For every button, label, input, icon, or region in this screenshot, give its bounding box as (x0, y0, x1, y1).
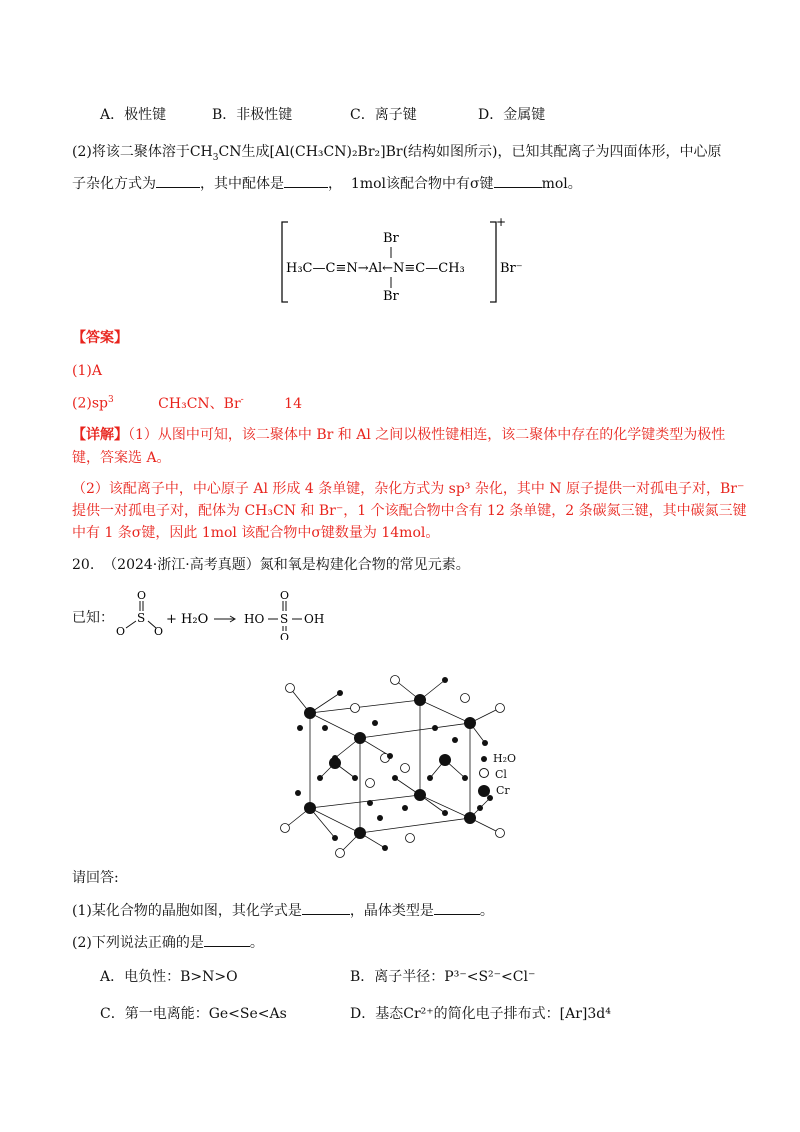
solvent-formula: CH (189, 144, 213, 160)
q2-end: 。 (249, 935, 264, 951)
charge-label: + (496, 215, 507, 229)
option-b-label: B．离子半径： (350, 969, 445, 985)
legend-cl-label: Cl (495, 768, 507, 781)
q20-text: 氮和氧是构建化合物的常见元素。 (259, 557, 470, 573)
option-c: C．离子键 (350, 107, 417, 123)
bottom-br-label: Br (383, 289, 399, 304)
option-d-ion: Cr²⁺ (403, 1006, 434, 1022)
answer-heading: 【答案】 (72, 330, 128, 346)
option-d: D．金属键 (478, 107, 546, 123)
answer-1: (1)A (72, 363, 102, 379)
explain-p1-text: （1）从图中可知，该二聚体中 Br 和 Al 之间以极性键相连，该二聚体中存在的化学键类型为极性 (128, 427, 726, 443)
legend-h2o-label: H₂O (493, 752, 517, 765)
plus-water: + H₂O (166, 612, 209, 627)
product-s: S (280, 612, 289, 626)
option-d-mid: 的简化电子排布式： (433, 1006, 560, 1022)
option-b-value: P³⁻<S²⁻<Cl⁻ (444, 969, 536, 985)
product-o-bottom: O (280, 631, 290, 640)
known-label: 已知： (72, 610, 114, 626)
explain-p2-line3: 中有 1 条σ键，因此 1mol 该配合物中σ键数量为 14mol。 (72, 525, 440, 541)
reaction-diagram (110, 585, 340, 640)
option-a: A．极性键 (100, 107, 167, 123)
comma: ， (328, 176, 342, 192)
option-d-label: D．基态 (350, 1006, 404, 1022)
top-br-label: Br (383, 231, 399, 246)
so3-o-right: O (154, 625, 164, 638)
explain-p1-line1 (72, 427, 725, 444)
explain-heading: 【详解】 (72, 427, 128, 443)
q20-number: 20. (72, 557, 95, 573)
q20-option-d (350, 1006, 611, 1023)
counter-ion: Br⁻ (500, 261, 523, 276)
please-answer: 请回答: (72, 870, 119, 886)
solvent-tail: CN (218, 144, 242, 160)
option-d-value: [Ar]3d⁴ (559, 1006, 611, 1022)
answer-ligand: CH₃CN、Br (158, 395, 241, 412)
explain-p2-line1: （2）该配离子中，中心原子 Al 形成 4 条单键，杂化方式为 sp³ 杂化，其中 N 原子提供一对孤电子对，Br⁻ (72, 481, 745, 497)
complex-formula: [Al(CH₃CN)₂Br₂]Br (269, 144, 403, 160)
answer-blank[interactable] (156, 175, 200, 188)
answer-blank[interactable] (494, 175, 542, 188)
q19-part2-prefix: (2)将该二聚体溶于 (72, 144, 190, 160)
q20-option-c: C．第一电离能：Ge<Se<As (100, 1006, 287, 1022)
q19-part2-line1 (72, 144, 722, 164)
solvent-subscript: 3 (212, 152, 219, 163)
cl-circle-icon (479, 768, 489, 778)
q20-q1 (72, 902, 494, 920)
legend-cr (478, 784, 510, 797)
answer-sp: (2)sp (72, 395, 108, 412)
explain-p2-line2: 提供一对孤电子对，配体为 CH₃CN 和 Br⁻，1 个该配合物中含有 12 条单键，2 条碳氮三键，其中碳氮三键 (72, 503, 747, 519)
answer-blank[interactable] (302, 902, 350, 915)
q20-option-a: A．电负性：B>N>O (100, 969, 238, 985)
q20-q2 (72, 934, 264, 952)
so3-o-top: O (137, 589, 147, 602)
q20-heading (72, 557, 470, 574)
ligand-text: ，其中配体是 (200, 176, 284, 192)
answer-sp-sup: 3 (107, 395, 114, 405)
cr-atoms (304, 694, 476, 839)
q2-text: (2)下列说法正确的是 (72, 935, 204, 951)
bonds (285, 680, 500, 853)
top-face (310, 700, 470, 738)
cl-atoms (281, 676, 505, 858)
q1-text-c: 。 (479, 903, 494, 919)
complex-structure-diagram (270, 210, 540, 310)
answer-2 (72, 395, 302, 412)
so3-s: S (137, 611, 146, 625)
product-ho: HO (244, 612, 265, 626)
q20-option-b (350, 969, 535, 986)
q1-text-a: (1)某化合物的晶胞如图，其化学式是 (72, 903, 302, 919)
legend-cl (479, 768, 507, 781)
answer-num: 14 (284, 395, 302, 412)
right-bracket (490, 222, 496, 302)
hybrid-text: 子杂化方式为 (72, 176, 156, 192)
so3-bond-left (126, 621, 136, 628)
h2o-dot-icon (481, 756, 487, 762)
option-b: B．非极性键 (212, 107, 293, 123)
product-oh: OH (304, 612, 325, 626)
q19-part2-line2 (72, 175, 582, 193)
explain-p1-line2: 键，答案选 A。 (72, 450, 171, 466)
q1-text-b: ，晶体类型是 (349, 903, 434, 919)
so3-o-left: O (116, 625, 126, 638)
main-chain: H₃C—C≡N→Al←N≡C—CH₃ (286, 261, 465, 276)
q19-part2-mid: 生成 (241, 144, 270, 160)
mol-text: 1mol (350, 176, 386, 192)
cr-dot-icon (478, 785, 490, 797)
product-o-top: O (280, 589, 290, 602)
mol-unit: mol。 (541, 176, 582, 192)
answer-blank[interactable] (434, 902, 480, 915)
legend-h2o (481, 752, 516, 765)
q20-source: （2024·浙江·高考真题） (103, 557, 260, 573)
legend-cr-label: Cr (496, 784, 510, 797)
answer-blank[interactable] (204, 934, 250, 947)
sigma-text: 该配合物中有σ键 (386, 176, 494, 192)
answer-ligand-sup: - (240, 395, 244, 405)
answer-blank[interactable] (284, 175, 328, 188)
q19-part2-after: (结构如图所示)，已知其配离子为四面体形，中心原 (402, 144, 722, 160)
